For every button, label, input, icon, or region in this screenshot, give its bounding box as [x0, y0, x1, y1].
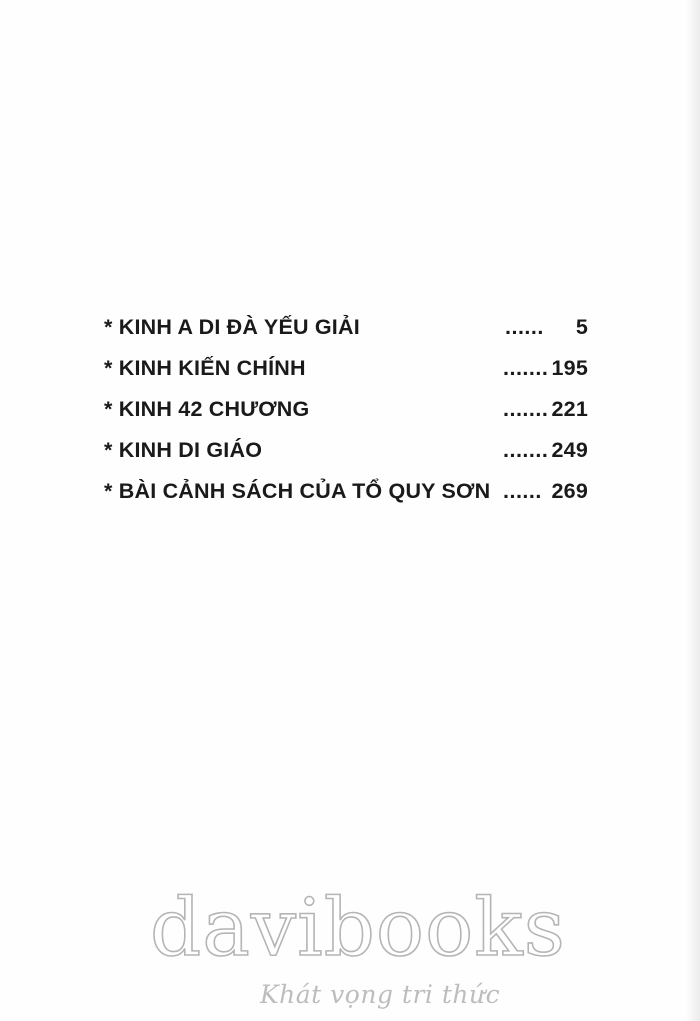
toc-page-number: 249: [551, 438, 588, 462]
toc-entry-title: [104, 309, 360, 345]
table-of-contents: [104, 309, 588, 514]
toc-entry: [104, 309, 588, 350]
toc-bullet: *: [104, 397, 113, 421]
toc-leader-dots: .......: [503, 397, 549, 421]
toc-entry: [104, 432, 588, 473]
toc-title-text: KINH 42 CHƯƠNG: [118, 397, 310, 421]
toc-title-text: BÀI CẢNH SÁCH CỦA TỔ QUY SƠN: [118, 479, 491, 503]
toc-bullet: *: [104, 356, 113, 380]
toc-entry-title: [104, 432, 262, 468]
toc-title-text: KINH KIẾN CHÍNH: [118, 356, 306, 380]
watermark-tagline: Khát vọng tri thức: [260, 980, 501, 1009]
toc-entry: [104, 391, 588, 432]
toc-title-text: KINH DI GIÁO: [118, 438, 263, 462]
toc-bullet: *: [104, 438, 113, 462]
toc-leader-dots: .......: [503, 438, 549, 462]
toc-bullet: *: [104, 315, 113, 339]
toc-leader-dots: ......: [505, 315, 544, 339]
toc-entry: [104, 473, 588, 514]
toc-leader-dots: .......: [503, 356, 549, 380]
toc-page-number: 269: [551, 479, 588, 503]
watermark-brand-logo: davibooks: [150, 881, 566, 974]
davibooks-watermark: [150, 881, 570, 1009]
toc-entry-title: [104, 350, 306, 386]
toc-page-number: 221: [551, 397, 588, 421]
toc-entry-title: [104, 391, 309, 427]
toc-leader-dots: ......: [503, 479, 542, 503]
toc-page-number: 5: [575, 315, 588, 339]
toc-entry-title: [104, 473, 490, 509]
toc-bullet: *: [104, 479, 113, 503]
toc-page-number: 195: [551, 356, 588, 380]
toc-title-text: KINH A DI ĐÀ YẾU GIẢI: [118, 315, 360, 339]
toc-entry: [104, 350, 588, 391]
page-edge-shadow: [686, 0, 700, 1021]
